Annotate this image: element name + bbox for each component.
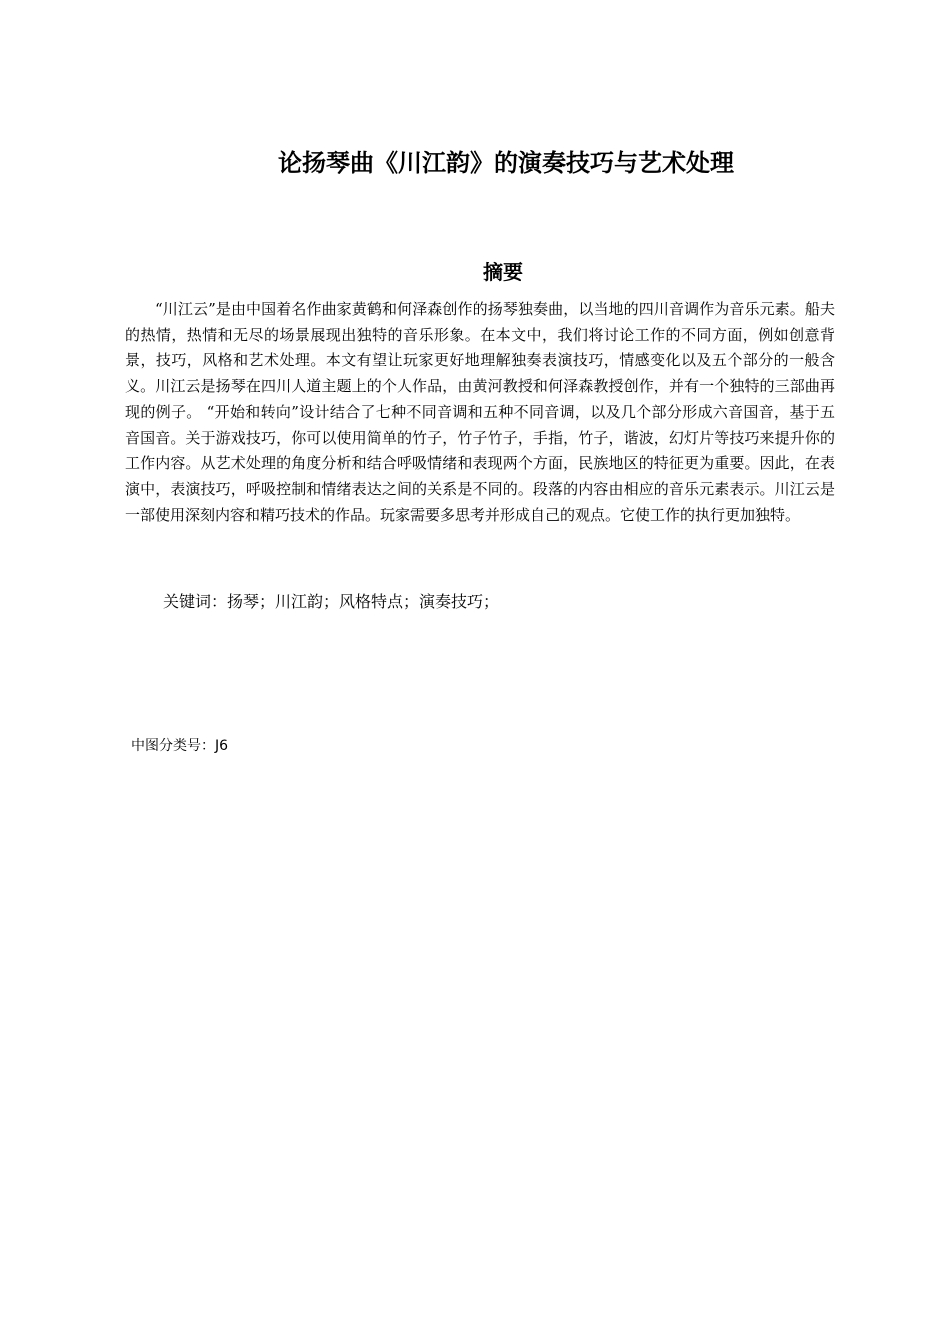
keywords-line: 关键词：扬琴；川江韵；风格特点；演奏技巧； bbox=[163, 592, 500, 611]
classification-number: 中图分类号：J6 bbox=[131, 738, 229, 754]
abstract-paragraph: “川江云”是由中国着名作曲家黄鹤和何泽森创作的扬琴独奏曲，以当地的四川音调作为音乐元素。船夫的热情，热情和无尽的场景展现出独特的音乐形象。在本文中，我们将讨论工作的不同方面，例如创意背景，技巧，风格和艺术处理。本文有望让玩家更好地理解独奏表演技巧，情感变化以及五个部分的一般含义。川江云是扬琴在四川人道主题上的个人作品，由黄河教授和何泽森教授创作，并有一个独特的三部曲再现的例子。 “开始和转向”设计结合了七种不同音调和五种不同音调，以及几个部分形成六音国音，基于五音国音。关于游戏技巧，你可以使用简单的竹子，竹子竹子，手指，竹子，谐波，幻灯片等技巧来提升你的工作内容。从艺术处理的角度分析和结合呼吸情绪和表现两个方面，民族地区的特征更为重要。因此，在表演中，表演技巧，呼吸控制和情绪表达之间的关系是不同的。段落的内容由相应的音乐元素表示。川江云是一部使用深刻内容和精巧技术的作品。玩家需要多思考并形成自己的观点。它使工作的执行更加独特。 bbox=[125, 300, 835, 524]
document-title: 论扬琴曲《川江韵》的演奏技巧与艺术处理 bbox=[278, 149, 734, 177]
abstract-heading: 摘要 bbox=[483, 260, 523, 284]
